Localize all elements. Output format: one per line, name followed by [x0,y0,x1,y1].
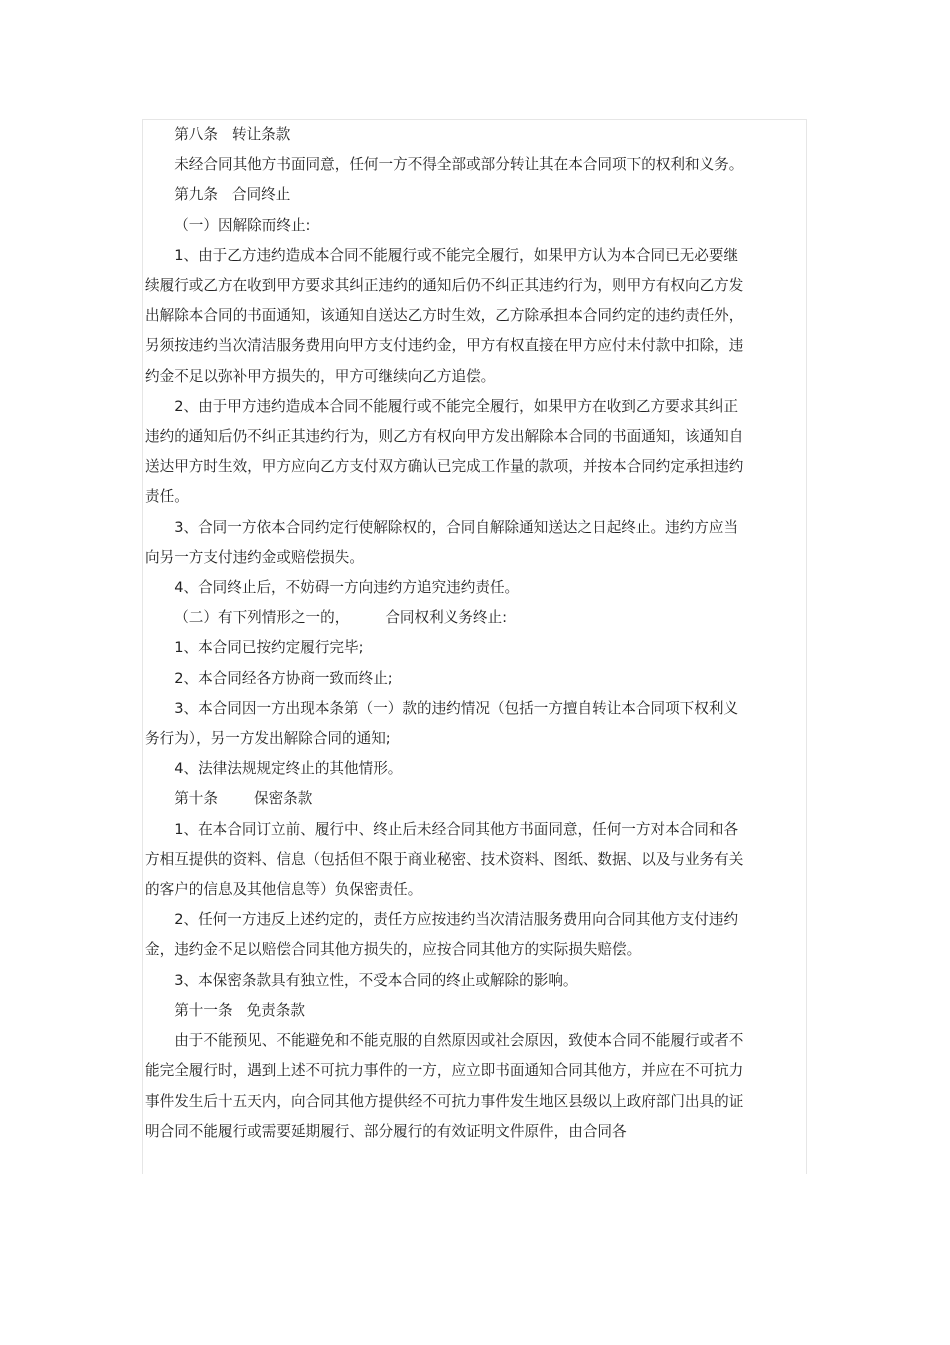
article-number: 第十条 [174,790,218,808]
article-8-heading [145,120,745,150]
article-number: 第十一条 [174,1001,233,1019]
article-10-heading [145,784,745,814]
subsection-lead: （二）有下列情形之一的， [174,609,350,627]
article-title: 保密条款 [253,790,313,808]
paragraph: 2、任何一方违反上述约定的，责任方应按违约当次清洁服务费用向合同其他方支付违约金，违约金不足以赔偿合同其他方损失的，应按合同其他方的实际损失赔偿。 [145,911,739,959]
paragraph: 2、本合同经各方协商一致而终止; [174,669,393,687]
paragraph: 1、由于乙方违约造成本合同不能履行或不能完全履行，如果甲方认为本合同已无必要继续履行或乙方在收到甲方要求其纠正违约的通知后仍不纠正其违约行为，则甲方有权向乙方发出解除本合同的书面通知，该通知自送达乙方时生效，乙方除承担本合同约定的违约责任外，另须按违约当次清洁服务费用向甲方支付违约金，甲方有权直接在甲方应付未付款中扣除，违约金不足以弥补甲方损失的，甲方可继续向乙方追偿。 [145,246,744,385]
paragraph: 1、本合同已按约定履行完毕; [174,639,364,657]
paragraph: 4、法律法规规定终止的其他情形。 [174,760,403,778]
article-number: 第九条 [174,186,218,204]
paragraph: 1、在本合同订立前、履行中、终止后未经合同其他方书面同意，任何一方对本合同和各方相互提供的资料、信息（包括但不限于商业秘密、技术资料、图纸、数据、以及与业务有关的客户的信息及其他信息等）负保密责任。 [145,820,744,899]
paragraph: （一）因解除而终止: [174,216,311,234]
subsection-tail: 合同权利义务终止: [385,609,507,627]
subsection-heading [145,603,745,633]
paragraph: 3、本合同因一方出现本条第（一）款的违约情况（包括一方擅自转让本合同项下权利义务行为），另一方发出解除合同的通知; [145,699,739,748]
paragraph: 未经合同其他方书面同意，任何一方不得全部或部分转让其在本合同项下的权利和义务。 [174,156,744,174]
paragraph: 由于不能预见、不能避免和不能克服的自然原因或社会原因，致使本合同不能履行或者不能完全履行时，遇到上述不可抗力事件的一方，应立即书面通知合同其他方，并应在不可抗力事件发生后十五天内，向合同其他方提供经不可抗力事件发生地区县级以上政府部门出具的证明合同不能履行或需要延期履行、部分履行的有效证明文件原件，由合同各 [145,1032,744,1140]
article-9-heading [145,180,745,210]
paragraph: 2、由于甲方违约造成本合同不能履行或不能完全履行，如果甲方在收到乙方要求其纠正违约的通知后仍不纠正其违约行为，则乙方有权向甲方发出解除本合同的书面通知，该通知自送达甲方时生效，甲方应向乙方支付双方确认已完成工作量的款项，并按本合同约定承担违约责任。 [145,397,744,506]
article-title: 免责条款 [246,1001,305,1019]
article-title: 合同终止 [231,186,291,204]
paragraph: 3、合同一方依本合同约定行使解除权的，合同自解除通知送达之日起终止。违约方应当向另一方支付违约金或赔偿损失。 [145,518,739,566]
paragraph: 3、本保密条款具有独立性，不受本合同的终止或解除的影响。 [174,971,578,989]
article-11-heading [145,996,745,1026]
paragraph: 4、合同终止后，不妨碍一方向违约方追究违约责任。 [174,579,520,597]
document-body [145,120,745,1147]
article-number: 第八条 [174,126,218,143]
article-title: 转让条款 [231,126,291,143]
